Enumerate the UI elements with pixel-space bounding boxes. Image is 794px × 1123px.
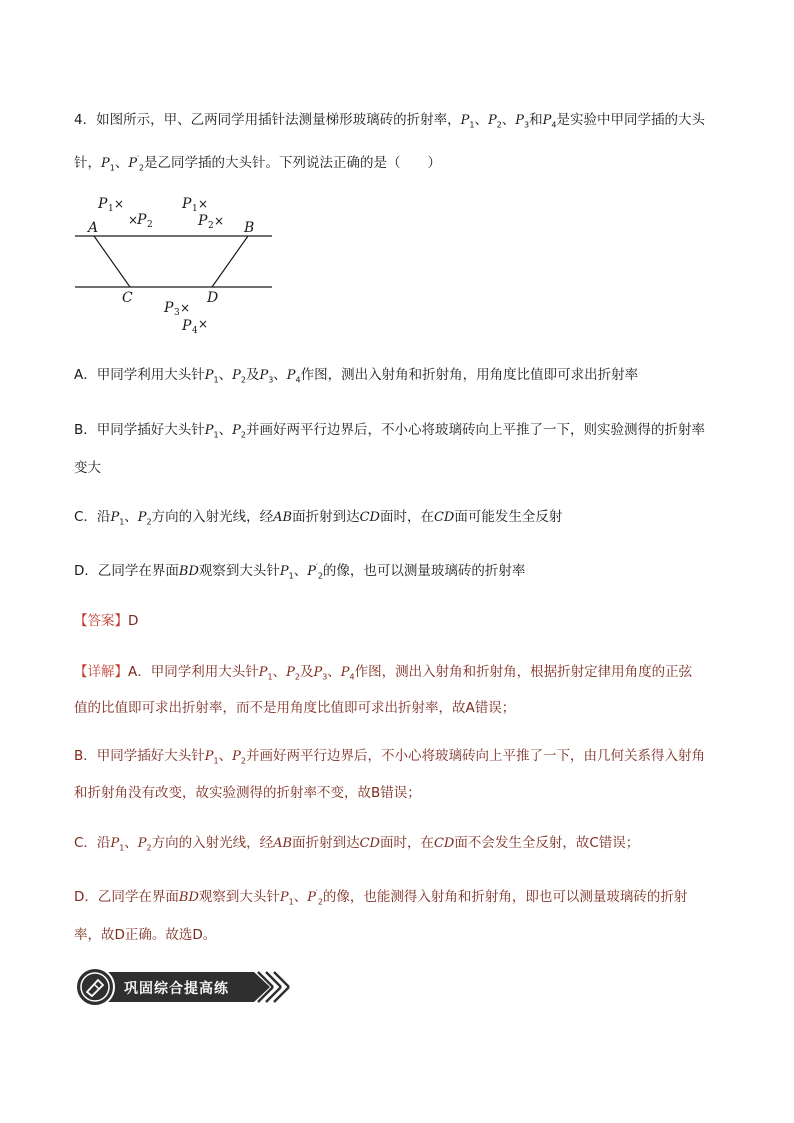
- svg-text:P: P: [137, 212, 147, 228]
- vertex-b: B: [244, 220, 255, 236]
- side-ac: [94, 236, 130, 287]
- pin-right-p1: [181, 196, 208, 214]
- svg-text:×: ×: [198, 317, 209, 331]
- svg-text:P: P: [98, 196, 108, 212]
- svg-text:×: ×: [198, 197, 209, 211]
- pin-right-p2: [197, 213, 224, 231]
- svg-text:P: P: [164, 300, 174, 316]
- answer-value: D: [128, 613, 139, 629]
- svg-text:P: P: [198, 213, 208, 229]
- banner-title: 巩固综合提高练: [124, 981, 229, 997]
- explanation-a-line-1: 【详解】A．甲同学利用大头针$P_1$、$P_2$及$P_3$、$P_4$作图，测出入射角和折射角，根据折射定律用角度的正弦: [74, 664, 693, 682]
- side-bd: [212, 236, 248, 287]
- svg-text:2: 2: [147, 220, 153, 230]
- question-line-2: 针，$P_1$、$P'_2$是乙同学插的大头针。下列说法正确的是（ ）: [74, 154, 442, 173]
- explanation-d-line-2: 率，故D正确。故选D。: [74, 927, 217, 943]
- explanation-label: 【详解】: [74, 664, 128, 680]
- question-line-1: 4．如图所示，甲、乙两同学用插针法测量梯形玻璃砖的折射率，$P_1$、$P_2$、$P_3$和$P_4$是实验中甲同学插的大头: [74, 112, 705, 130]
- explanation-c: C．沿$P_1$、$P_2$方向的入射光线，经AB面折射到达CD面时，在CD面不会发生全反射，故C错误；: [74, 835, 640, 853]
- pin-p4: [181, 317, 208, 336]
- pin-p3: [163, 300, 190, 318]
- svg-text:4: 4: [192, 326, 198, 336]
- explanation-a-line-2: 值的比值即可求出折射率，而不是用角度比值即可求出折射率，故A错误；: [74, 700, 516, 716]
- svg-text:1: 1: [192, 204, 198, 214]
- trapezoid-glass-diagram: [70, 188, 280, 336]
- vertex-c: C: [122, 290, 133, 306]
- explanation-d-line-1: D．乙同学在界面BD观察到大头针$P_1$、$P'_2$的像，也能测得入射角和折射角，即也可以测量玻璃砖的折射: [74, 888, 688, 907]
- option-a: A．甲同学利用大头针$P_1$、$P_2$及$P_3$、$P_4$作图，测出入射角和折射角，用角度比值即可求出折射率: [74, 367, 639, 385]
- svg-text:×: ×: [114, 197, 125, 211]
- pencil-book-icon: [76, 968, 114, 1006]
- svg-text:×: ×: [214, 214, 225, 228]
- section-banner: [74, 966, 296, 1008]
- svg-text:1: 1: [108, 204, 114, 214]
- option-c: C．沿$P_1$、$P_2$方向的入射光线，经AB面折射到达CD面时，在CD面可能发生全反射: [74, 509, 563, 527]
- vertex-a: A: [88, 220, 99, 236]
- explanation-b-line-2: 和折射角没有改变，故实验测得的折射率不变，故B错误；: [74, 785, 421, 801]
- svg-text:2: 2: [208, 221, 214, 231]
- vertex-d: D: [207, 290, 219, 306]
- option-b-line-1: B．甲同学插好大头针$P_1$、$P_2$并画好两平行边界后，不小心将玻璃砖向上平推了一下，则实验测得的折射率: [74, 422, 705, 440]
- explanation-b-line-1: B．甲同学插好大头针$P_1$、$P_2$并画好两平行边界后，不小心将玻璃砖向上平推了一下，由几何关系得入射角: [74, 748, 705, 766]
- option-d: D．乙同学在界面BD观察到大头针$P_1$、$P'_2$的像，也可以测量玻璃砖的折射率: [74, 562, 526, 581]
- svg-text:3: 3: [174, 308, 180, 318]
- svg-text:P: P: [182, 318, 192, 334]
- answer-label: 【答案】: [74, 613, 128, 629]
- answer-line: [74, 609, 138, 629]
- svg-text:×: ×: [180, 301, 191, 315]
- option-b-line-2: 变大: [74, 460, 101, 476]
- svg-text:×: ×: [128, 213, 139, 227]
- svg-text:P: P: [182, 196, 192, 212]
- pin-left-p1: [97, 196, 124, 214]
- pin-left-p2: [128, 212, 153, 230]
